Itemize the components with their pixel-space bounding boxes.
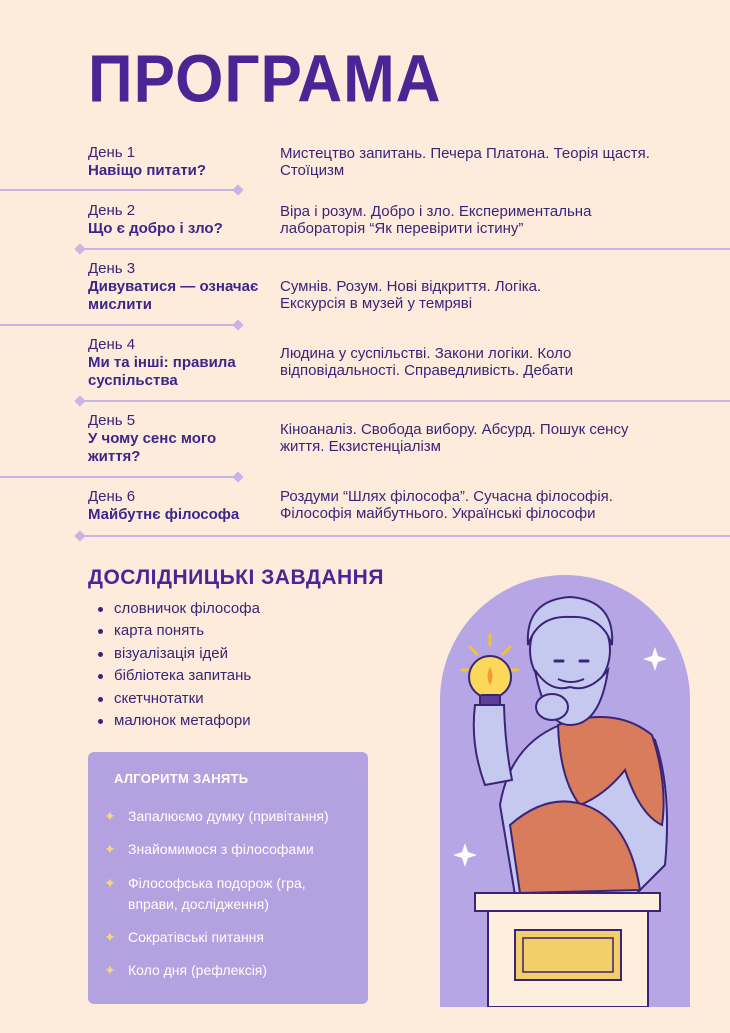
day-4	[88, 336, 268, 390]
sparkle-icon: ✦	[104, 841, 116, 857]
day-topic: Що є добро і зло?	[88, 220, 223, 237]
day-5	[88, 412, 258, 466]
sparkle-icon: ✦	[104, 875, 116, 891]
day-1	[88, 144, 206, 180]
day-number: День 3	[88, 260, 136, 277]
day-3	[88, 260, 268, 314]
research-title: ДОСЛІДНИЦЬКІ ЗАВДАННЯ	[88, 566, 384, 589]
list-item: малюнок метафори	[96, 710, 260, 732]
page-title: ПРОГРАМА	[88, 42, 442, 117]
list-item: бібліотека запитань	[96, 665, 260, 687]
divider	[78, 400, 730, 402]
divider	[78, 248, 730, 250]
day-description: Кіноаналіз. Свобода вибору. Абсурд. Пошук сенсу життя. Екзистенціалізм	[280, 421, 629, 455]
philosopher-illustration	[440, 575, 690, 1007]
day-description: Мистецтво запитань. Печера Платона. Теорія щастя. Стоїцизм	[280, 145, 650, 179]
list-item: Знайомимося з філософами	[128, 841, 314, 857]
day-description: Людина у суспільстві. Закони логіки. Коло відповідальності. Справедливість. Дебати	[280, 345, 574, 379]
list-item: Запалюємо думку (привітання)	[128, 808, 329, 824]
divider	[0, 324, 240, 326]
list-item: скетчнотатки	[96, 688, 260, 710]
research-list	[96, 598, 260, 732]
day-description: Віра і розум. Добро і зло. Експериментальна лабораторія “Як перевірити істину”	[280, 203, 592, 237]
day-topic: Навіщо питати?	[88, 162, 207, 179]
day-number: День 1	[88, 144, 136, 161]
day-6	[88, 488, 239, 524]
day-description: Сумнів. Розум. Нові відкриття. Логіка. Екскурсія в музей у темряві	[280, 278, 542, 312]
day-number: День 2	[88, 202, 136, 219]
algorithm-panel	[88, 752, 368, 1004]
day-number: День 6	[88, 488, 136, 505]
day-topic: Дивуватися — означає мислити	[88, 278, 259, 313]
sparkle-icon: ✦	[104, 808, 116, 824]
day-topic: Майбутнє філософа	[88, 506, 240, 523]
day-description: Роздуми “Шлях філософа”. Сучасна філософія. Філософія майбутнього. Українські філософи	[280, 488, 613, 522]
sparkle-icon: ✦	[104, 929, 116, 945]
day-topic: Ми та інші: правила суспільства	[88, 354, 236, 389]
list-item: Сократівські питання	[128, 929, 264, 945]
divider	[0, 189, 240, 191]
day-topic: У чому сенс мого життя?	[88, 430, 217, 465]
list-item: словничок філософа	[96, 598, 260, 620]
list-item: карта понять	[96, 620, 260, 642]
list-item: Коло дня (рефлексія)	[128, 962, 268, 978]
sparkle-icon: ✦	[104, 962, 116, 978]
list-item: візуалізація ідей	[96, 643, 260, 665]
day-number: День 4	[88, 336, 136, 353]
algorithm-title: АЛГОРИТМ ЗАНЯТЬ	[114, 771, 249, 786]
list-item: Філософська подорож (гра, вправи, дослідження)	[128, 875, 306, 912]
divider	[0, 476, 240, 478]
day-number: День 5	[88, 412, 136, 429]
divider	[78, 535, 730, 537]
day-2	[88, 202, 223, 238]
